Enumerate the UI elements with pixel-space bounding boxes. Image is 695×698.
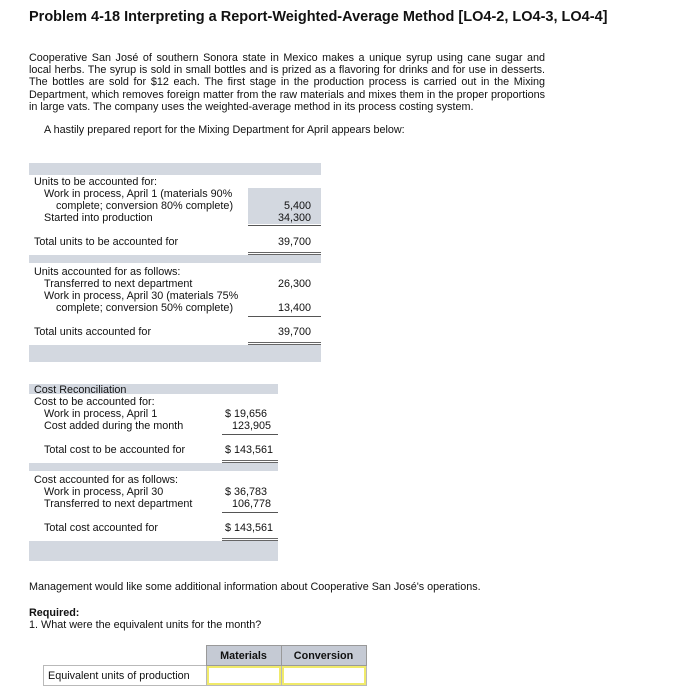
intro-paragraph: Cooperative San José of southern Sonora state in Mexico makes a unique syrup using cane sugar and local herbs. The syrup is sold in small bottles and is prized as a flavoring for drinks and for use in desserts. The bottles are sold for $12 each. The first stage in the production process is carried out in the Mixing Department, which removes foreign matter from the raw materials and mixes them in the proper proportions in large vats. The company uses the weighted-average method in its process costing system. <box>29 52 545 113</box>
units-accounted-header: Units accounted for as follows: <box>34 266 181 278</box>
total-units-accounted-label: Total units accounted for <box>34 326 152 338</box>
cost-separator-band <box>29 463 278 471</box>
cost-total-label: Total cost to be accounted for <box>44 444 186 456</box>
wip-begin-label-1: Work in process, April 1 (materials 90% <box>44 188 233 200</box>
cost-wip-begin-value: $ 19,656 <box>225 408 268 420</box>
units-acc-subtotal-line <box>248 316 321 317</box>
conversion-cell <box>281 666 366 686</box>
equivalent-units-label: Equivalent units of production <box>44 666 207 686</box>
total-units-value: 39,700 <box>277 236 311 248</box>
cost-wip-end-label: Work in process, April 30 <box>44 486 164 498</box>
cost-wip-begin-label: Work in process, April 1 <box>44 408 158 420</box>
question-1: 1. What were the equivalent units for the month? <box>29 619 262 631</box>
cost-acc-total-label: Total cost accounted for <box>44 522 159 534</box>
wip-begin-units: 5,400 <box>283 200 311 212</box>
started-label: Started into production <box>44 212 153 224</box>
materials-cell <box>206 666 281 686</box>
equivalent-units-table <box>43 645 367 686</box>
transferred-units: 26,300 <box>277 278 311 290</box>
cost-acc-subtotal-line <box>222 512 278 513</box>
started-units: 34,300 <box>277 212 311 224</box>
cost-added-label: Cost added during the month <box>44 420 184 432</box>
management-note: Management would like some additional information about Cooperative San José's operations. <box>29 581 481 593</box>
transferred-label: Transferred to next department <box>44 278 193 290</box>
conversion-input[interactable] <box>282 666 366 685</box>
cost-accounted-header: Cost accounted for as follows: <box>34 474 179 486</box>
units-footer-band <box>29 345 321 362</box>
total-units-accounted-value: 39,700 <box>277 326 311 338</box>
cost-footer-band <box>29 541 278 561</box>
conversion-header: Conversion <box>281 646 366 666</box>
units-header: Units to be accounted for: <box>34 176 158 188</box>
cost-header: Cost to be accounted for: <box>34 396 155 408</box>
wip-end-label-1: Work in process, April 30 (materials 75% <box>44 290 239 302</box>
materials-header: Materials <box>206 646 281 666</box>
wip-end-label-2: complete; conversion 50% complete) <box>56 302 234 314</box>
cost-acc-total-value: $ 143,561 <box>225 522 274 534</box>
cost-added-value: 123,905 <box>231 420 271 432</box>
cost-transferred-label: Transferred to next department <box>44 498 193 510</box>
cost-title: Cost Reconciliation <box>34 384 127 396</box>
units-header-band <box>29 163 321 175</box>
units-separator-band <box>29 255 321 263</box>
units-subtotal-line <box>248 225 321 226</box>
cost-wip-end-value: $ 36,783 <box>225 486 268 498</box>
cost-transferred-value: 106,778 <box>231 498 271 510</box>
required-label: Required: <box>29 607 80 619</box>
materials-input[interactable] <box>207 666 281 685</box>
table-corner <box>44 646 207 666</box>
cost-subtotal-line <box>222 434 278 435</box>
wip-end-units: 13,400 <box>277 302 311 314</box>
wip-begin-label-2: complete; conversion 80% complete) <box>56 200 234 212</box>
page-title: Problem 4-18 Interpreting a Report-Weighted-Average Method [LO4-2, LO4-3, LO4-4] <box>29 9 608 25</box>
total-units-label: Total units to be accounted for <box>34 236 179 248</box>
cost-total-value: $ 143,561 <box>225 444 274 456</box>
report-intro: A hastily prepared report for the Mixing Department for April appears below: <box>44 124 405 136</box>
